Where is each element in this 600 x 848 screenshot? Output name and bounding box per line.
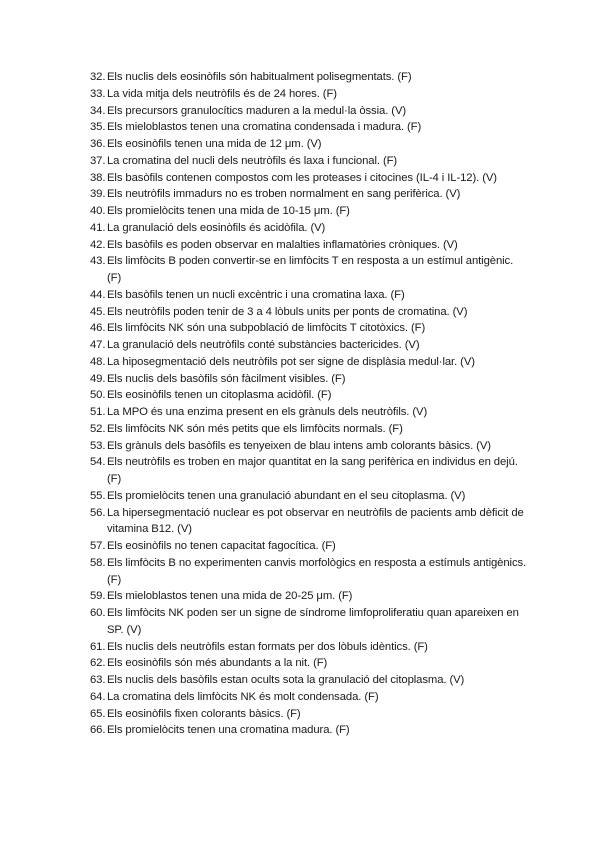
item-text: La granulació dels eosinòfils és acidòfila. (V) (107, 221, 326, 234)
item-number: 63. (90, 674, 106, 686)
item-number: 35. (90, 121, 106, 134)
item-number: 36. (90, 138, 106, 150)
item-number: 50. (90, 389, 106, 402)
item-number: 51. (90, 406, 106, 418)
list-item (90, 488, 530, 505)
item-text: Els limfòcits NK poden ser un signe de síndrome limfoproliferatiu quan apareixen en SP. (V) (107, 607, 519, 636)
item-text: Els basòfils tenen un nucli excèntric i una cromatina laxa. (F) (107, 288, 405, 301)
item-text: La MPO és una enzima present en els grànuls dels neutròfils. (V) (107, 406, 428, 418)
list-item (90, 672, 530, 689)
item-text: Els grànuls dels basòfils es tenyeixen de blau intens amb colorants bàsics. (V) (107, 439, 491, 452)
item-number: 46. (90, 322, 106, 335)
item-text: La hipersegmentació nuclear es pot observar en neutròfils de pacients amb dèficit de vitamina B12. (V) (107, 506, 524, 536)
list-item (90, 706, 530, 723)
list-item (90, 722, 530, 739)
item-number: 58. (90, 556, 106, 569)
item-text: Els eosinòfils tenen un citoplasma acidòfil. (F) (107, 389, 332, 402)
item-text: Els nuclis dels basòfils són fàcilment visibles. (F) (107, 372, 346, 385)
item-number: 52. (90, 422, 106, 435)
list-item (90, 237, 530, 254)
item-number: 59. (90, 590, 106, 603)
list-item (90, 86, 530, 103)
list-item (90, 337, 530, 354)
item-number: 55. (90, 489, 106, 502)
item-text: Els nuclis dels eosinòfils són habitualment polisegmentats. (F) (107, 71, 412, 83)
item-text: Els promielòcits tenen una granulació abundant en el seu citoplasma. (V) (107, 489, 466, 502)
item-text: Els neutròfils es troben en major quantitat en la sang perifèrica en individus en dejú. (F) (107, 456, 518, 485)
list-item (90, 136, 530, 153)
item-number: 56. (90, 506, 106, 519)
list-item (90, 555, 530, 589)
item-text: Els promielòcits tenen una mida de 10-15 μm. (F) (107, 205, 350, 217)
item-number: 57. (90, 540, 106, 552)
list-item (90, 103, 530, 120)
item-text: La hiposegmentació dels neutròfils pot ser signe de displàsia medul·lar. (V) (107, 355, 475, 368)
item-text: Els limfòcits NK són més petits que els limfòcits normals. (F) (107, 422, 403, 435)
item-number: 61. (90, 640, 106, 653)
item-text: Els neutròfils immadurs no es troben normalment en sang perifèrica. (V) (107, 188, 461, 201)
list-item (90, 404, 530, 421)
item-text: Els eosinòfils són més abundants a la nit. (F) (107, 657, 328, 670)
list-item (90, 170, 530, 187)
item-number: 41. (90, 221, 106, 234)
item-text: Els nuclis dels basòfils estan ocults sota la granulació del citoplasma. (V) (107, 674, 465, 686)
item-text: Els limfòcits B no experimenten canvis morfològics en resposta a estímuls antigènics. (F) (107, 556, 527, 586)
item-number: 60. (90, 607, 106, 619)
item-text: Els eosinòfils tenen una mida de 12 μm. (V) (107, 138, 322, 150)
list-item (90, 588, 530, 605)
item-number: 34. (90, 104, 106, 117)
item-number: 47. (90, 339, 106, 351)
item-number: 44. (90, 288, 106, 301)
item-number: 49. (90, 372, 106, 385)
item-number: 53. (90, 439, 106, 452)
list-item (90, 689, 530, 706)
item-text: Els limfòcits B poden convertir-se en limfòcits T en resposta a un estímul antigènic. (F) (107, 255, 514, 284)
list-item (90, 203, 530, 220)
item-text: Els basòfils contenen compostos com les proteases i citocines (IL-4 i IL-12). (V) (107, 171, 497, 184)
list-item (90, 639, 530, 656)
list-item (90, 253, 530, 287)
item-text: Els mieloblastos tenen una cromatina condensada i madura. (F) (107, 121, 422, 134)
item-number: 43. (90, 255, 106, 268)
item-number: 48. (90, 355, 106, 368)
item-number: 54. (90, 456, 106, 469)
list-item (90, 119, 530, 136)
item-number: 39. (90, 188, 106, 201)
list-item (90, 538, 530, 555)
list-item (90, 371, 530, 388)
list-item (90, 186, 530, 203)
list-item (90, 505, 530, 539)
list-item (90, 287, 530, 304)
list-item (90, 153, 530, 170)
list-item (90, 304, 530, 321)
item-number: 40. (90, 205, 106, 217)
item-text: Els eosinòfils no tenen capacitat fagocítica. (F) (107, 540, 336, 552)
list-item (90, 387, 530, 404)
item-text: Els basòfils es poden observar en malalties inflamatòries cròniques. (V) (107, 238, 458, 251)
list-item (90, 605, 530, 639)
item-text: Els limfòcits NK són una subpoblació de limfòcits T citotòxics. (F) (107, 322, 426, 335)
item-number: 65. (90, 707, 106, 720)
statement-list (90, 69, 530, 739)
item-text: La cromatina del nucli dels neutròfils és laxa i funcional. (F) (107, 154, 398, 167)
item-number: 32. (90, 71, 106, 83)
item-text: Els eosinòfils fixen colorants bàsics. (F) (107, 707, 301, 720)
list-item (90, 220, 530, 237)
item-number: 66. (90, 724, 106, 737)
item-number: 37. (90, 154, 106, 167)
item-text: Els neutròfils poden tenir de 3 a 4 lòbuls units per ponts de cromatina. (V) (107, 305, 468, 318)
item-number: 38. (90, 171, 106, 184)
item-number: 62. (90, 657, 106, 670)
item-text: Els precursors granulocítics maduren a la medul·la òssia. (V) (107, 104, 407, 117)
item-number: 64. (90, 690, 106, 703)
item-text: La cromatina dels limfòcits NK és molt condensada. (F) (107, 690, 379, 703)
list-item (90, 454, 530, 488)
item-text: Els promielòcits tenen una cromatina madura. (F) (107, 724, 350, 737)
item-number: 42. (90, 238, 106, 251)
list-item (90, 655, 530, 672)
list-item (90, 421, 530, 438)
item-text: La vida mitja dels neutròfils és de 24 hores. (F) (107, 87, 337, 100)
item-text: La granulació dels neutròfils conté substàncies bactericides. (V) (107, 339, 420, 351)
item-text: Els mieloblastos tenen una mida de 20-25 μm. (F) (107, 590, 353, 603)
item-text: Els nuclis dels neutròfils estan formats per dos lòbuls idèntics. (F) (107, 640, 428, 653)
list-item (90, 438, 530, 455)
list-item (90, 320, 530, 337)
list-item (90, 354, 530, 371)
item-number: 45. (90, 305, 106, 318)
item-number: 33. (90, 87, 106, 100)
list-item (90, 69, 530, 86)
